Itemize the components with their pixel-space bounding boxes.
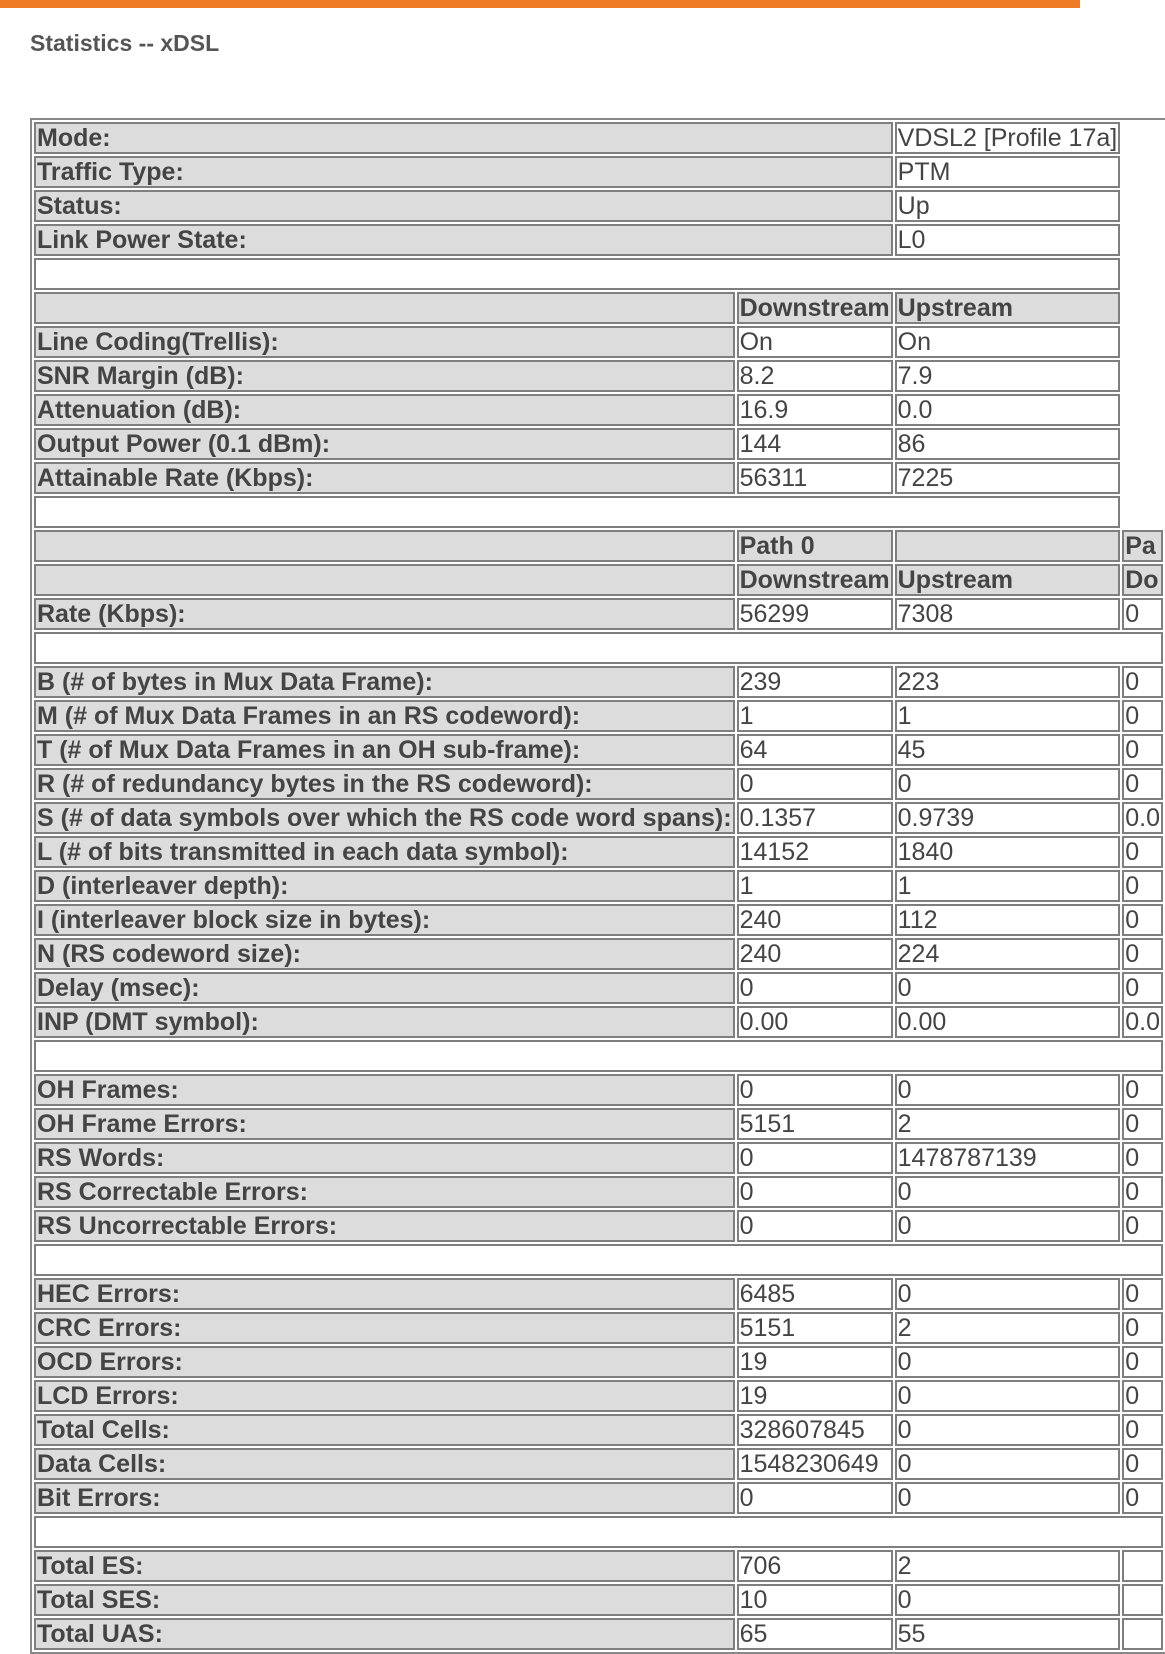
row-label: Attainable Rate (Kbps): (34, 462, 735, 494)
row-label: S (# of data symbols over which the RS code word spans): (34, 802, 735, 834)
row-label: R (# of redundancy bytes in the RS codeword): (34, 768, 735, 800)
errors-row (34, 1278, 1163, 1310)
row-label: Bit Errors: (34, 1482, 735, 1514)
row-label: Delay (msec): (34, 972, 735, 1004)
downstream-value: 0 (737, 1142, 893, 1174)
row-label: RS Correctable Errors: (34, 1176, 735, 1208)
separator-cell (34, 1516, 1163, 1548)
rate-row (34, 598, 1163, 630)
downstream-value: 0 (737, 1176, 893, 1208)
separator-row (34, 1040, 1163, 1072)
errors-section (34, 1278, 1163, 1514)
row-label: CRC Errors: (34, 1312, 735, 1344)
line-row (34, 394, 1163, 426)
downstream-value: 706 (737, 1550, 893, 1582)
row-label: Total ES: (34, 1550, 735, 1582)
downstream-value: 0 (737, 1074, 893, 1106)
row-label: Total Cells: (34, 1414, 735, 1446)
errors-row (34, 1414, 1163, 1446)
downstream-value: 16.9 (737, 394, 893, 426)
path1-value: 0 (1122, 598, 1163, 630)
upstream-value: 2 (895, 1108, 1121, 1140)
upstream-value: 0 (895, 1414, 1121, 1446)
upstream-value: 0.0 (895, 394, 1121, 426)
row-label: B (# of bytes in Mux Data Frame): (34, 666, 735, 698)
totals-row (34, 1584, 1163, 1616)
downstream-value: 0 (737, 1210, 893, 1242)
upstream-value: 7225 (895, 462, 1121, 494)
row-label: L (# of bits transmitted in each data symbol): (34, 836, 735, 868)
downstream-value: 144 (737, 428, 893, 460)
separator-cell (34, 258, 1120, 290)
row-label: Attenuation (dB): (34, 394, 735, 426)
general-row-link-power-state (34, 224, 1163, 256)
row-label: D (interleaver depth): (34, 870, 735, 902)
downstream-value: 6485 (737, 1278, 893, 1310)
header-label-empty (34, 530, 735, 562)
upstream-value: 0 (895, 1346, 1121, 1378)
general-row-traffic-type (34, 156, 1163, 188)
separator-cell (34, 1040, 1163, 1072)
framing-row (34, 836, 1163, 868)
downstream-value: 64 (737, 734, 893, 766)
upstream-value: 1 (895, 870, 1121, 902)
separator-row (34, 496, 1163, 528)
upstream-value: 224 (895, 938, 1121, 970)
upstream-value: 223 (895, 666, 1121, 698)
header-upstream: Upstream (895, 564, 1121, 596)
framing-row (34, 870, 1163, 902)
oh-row (34, 1176, 1163, 1208)
path1-value: 0 (1122, 1278, 1163, 1310)
upstream-value: 86 (895, 428, 1121, 460)
path1-value: 0 (1122, 1346, 1163, 1378)
row-label: Total SES: (34, 1584, 735, 1616)
row-value: PTM (895, 156, 1121, 188)
path1-value: 0 (1122, 1312, 1163, 1344)
path1-value: 0 (1122, 1210, 1163, 1242)
upstream-value: 0 (895, 1482, 1121, 1514)
top-accent-bar (0, 0, 1080, 8)
line-header-row (34, 292, 1163, 324)
row-label: OCD Errors: (34, 1346, 735, 1378)
row-label: Total UAS: (34, 1618, 735, 1650)
path1-value: 0 (1122, 1380, 1163, 1412)
upstream-value: 0 (895, 1278, 1121, 1310)
path-direction-row (34, 564, 1163, 596)
downstream-value: 240 (737, 904, 893, 936)
row-label: Rate (Kbps): (34, 598, 735, 630)
upstream-value: 55 (895, 1618, 1121, 1650)
row-label: Traffic Type: (34, 156, 893, 188)
row-label: I (interleaver block size in bytes): (34, 904, 735, 936)
errors-row (34, 1448, 1163, 1480)
empty-cell (1122, 1550, 1163, 1582)
framing-section (34, 666, 1163, 1038)
upstream-value: 0 (895, 1448, 1121, 1480)
upstream-value: 0 (895, 1210, 1121, 1242)
path1-value: 0 (1122, 836, 1163, 868)
downstream-value: 56299 (737, 598, 893, 630)
path1-value: 0.0 (1122, 802, 1163, 834)
downstream-value: 65 (737, 1618, 893, 1650)
header-upstream: Upstream (895, 292, 1121, 324)
header-path1-downstream: Do (1122, 564, 1163, 596)
upstream-value: 2 (895, 1550, 1121, 1582)
downstream-value: 8.2 (737, 360, 893, 392)
general-row-status (34, 190, 1163, 222)
oh-row (34, 1210, 1163, 1242)
downstream-value: 1548230649 (737, 1448, 893, 1480)
path1-value: 0 (1122, 1142, 1163, 1174)
xdsl-stats-container (30, 118, 1160, 1648)
downstream-value: 56311 (737, 462, 893, 494)
upstream-value: 0.9739 (895, 802, 1121, 834)
header-label-empty (34, 292, 735, 324)
upstream-value: 7.9 (895, 360, 1121, 392)
errors-row (34, 1380, 1163, 1412)
upstream-value: 0 (895, 1176, 1121, 1208)
separator-row (34, 258, 1163, 290)
framing-row (34, 1006, 1163, 1038)
header-path1: Pa (1122, 530, 1163, 562)
row-label: SNR Margin (dB): (34, 360, 735, 392)
upstream-value: 7308 (895, 598, 1121, 630)
downstream-value: 1 (737, 700, 893, 732)
totals-row (34, 1550, 1163, 1582)
downstream-value: 0 (737, 768, 893, 800)
downstream-value: 19 (737, 1346, 893, 1378)
sep-section (34, 1244, 1163, 1276)
upstream-value: 112 (895, 904, 1121, 936)
row-label: Data Cells: (34, 1448, 735, 1480)
framing-row (34, 700, 1163, 732)
framing-row (34, 768, 1163, 800)
path1-value: 0 (1122, 870, 1163, 902)
oh-section (34, 1074, 1163, 1242)
path1-value: 0 (1122, 1448, 1163, 1480)
path1-value: 0 (1122, 734, 1163, 766)
separator-row (34, 632, 1163, 664)
upstream-value: 0 (895, 1584, 1121, 1616)
separator-cell (34, 632, 1163, 664)
header-downstream: Downstream (737, 564, 893, 596)
path1-value: 0 (1122, 904, 1163, 936)
framing-row (34, 972, 1163, 1004)
totals-section (34, 1550, 1163, 1650)
row-label: Status: (34, 190, 893, 222)
path1-value: 0.0 (1122, 1006, 1163, 1038)
row-label: OH Frame Errors: (34, 1108, 735, 1140)
errors-row (34, 1312, 1163, 1344)
row-label: Line Coding(Trellis): (34, 326, 735, 358)
path1-value: 0 (1122, 666, 1163, 698)
header-path0: Path 0 (737, 530, 893, 562)
downstream-value: 14152 (737, 836, 893, 868)
separator-row (34, 1516, 1163, 1548)
row-value: Up (895, 190, 1121, 222)
general-row-mode (34, 122, 1163, 154)
downstream-value: 0.00 (737, 1006, 893, 1038)
row-label: RS Uncorrectable Errors: (34, 1210, 735, 1242)
oh-row (34, 1074, 1163, 1106)
oh-row (34, 1108, 1163, 1140)
header-downstream: Downstream (737, 292, 893, 324)
upstream-value: 45 (895, 734, 1121, 766)
framing-row (34, 938, 1163, 970)
path1-value: 0 (1122, 938, 1163, 970)
upstream-value: 0 (895, 768, 1121, 800)
row-label: OH Frames: (34, 1074, 735, 1106)
path1-value: 0 (1122, 1074, 1163, 1106)
upstream-value: 0 (895, 1074, 1121, 1106)
downstream-value: 10 (737, 1584, 893, 1616)
downstream-value: 328607845 (737, 1414, 893, 1446)
separator-cell (34, 1244, 1163, 1276)
row-label: Link Power State: (34, 224, 893, 256)
oh-row (34, 1142, 1163, 1174)
downstream-value: 0 (737, 972, 893, 1004)
downstream-value: 240 (737, 938, 893, 970)
row-label: RS Words: (34, 1142, 735, 1174)
upstream-value: 1 (895, 700, 1121, 732)
errors-row (34, 1346, 1163, 1378)
framing-row (34, 666, 1163, 698)
path1-value: 0 (1122, 1482, 1163, 1514)
downstream-value: 5151 (737, 1312, 893, 1344)
xdsl-stats-table (30, 118, 1165, 1654)
header-path0-blank (895, 530, 1121, 562)
row-label: Output Power (0.1 dBm): (34, 428, 735, 460)
downstream-value: 239 (737, 666, 893, 698)
header-label-empty (34, 564, 735, 596)
row-label: N (RS codeword size): (34, 938, 735, 970)
separator-cell (34, 496, 1120, 528)
totals-row (34, 1618, 1163, 1650)
line-row (34, 360, 1163, 392)
downstream-value: 5151 (737, 1108, 893, 1140)
downstream-value: 0.1357 (737, 802, 893, 834)
path1-value: 0 (1122, 1108, 1163, 1140)
row-label: M (# of Mux Data Frames in an RS codeword): (34, 700, 735, 732)
framing-row (34, 734, 1163, 766)
row-label: INP (DMT symbol): (34, 1006, 735, 1038)
sep-section (34, 1040, 1163, 1072)
framing-row (34, 904, 1163, 936)
empty-cell (1122, 1618, 1163, 1650)
downstream-value: 19 (737, 1380, 893, 1412)
empty-cell (1122, 1584, 1163, 1616)
row-label: T (# of Mux Data Frames in an OH sub-frame): (34, 734, 735, 766)
row-value: L0 (895, 224, 1121, 256)
separator-row (34, 1244, 1163, 1276)
upstream-value: 0.00 (895, 1006, 1121, 1038)
downstream-value: On (737, 326, 893, 358)
path1-value: 0 (1122, 1414, 1163, 1446)
line-row (34, 326, 1163, 358)
upstream-value: On (895, 326, 1121, 358)
row-label: HEC Errors: (34, 1278, 735, 1310)
upstream-value: 1478787139 (895, 1142, 1121, 1174)
downstream-value: 1 (737, 870, 893, 902)
path-header-row (34, 530, 1163, 562)
upstream-value: 0 (895, 1380, 1121, 1412)
row-label: Mode: (34, 122, 893, 154)
line-row (34, 428, 1163, 460)
sep-section (34, 1516, 1163, 1548)
row-label: LCD Errors: (34, 1380, 735, 1412)
errors-row (34, 1482, 1163, 1514)
line-row (34, 462, 1163, 494)
page-title: Statistics -- xDSL (30, 30, 220, 56)
path1-value: 0 (1122, 972, 1163, 1004)
framing-row (34, 802, 1163, 834)
path1-value: 0 (1122, 1176, 1163, 1208)
downstream-value: 0 (737, 1482, 893, 1514)
upstream-value: 1840 (895, 836, 1121, 868)
path1-value: 0 (1122, 768, 1163, 800)
upstream-value: 2 (895, 1312, 1121, 1344)
path1-value: 0 (1122, 700, 1163, 732)
row-value: VDSL2 [Profile 17a] (895, 122, 1121, 154)
upstream-value: 0 (895, 972, 1121, 1004)
